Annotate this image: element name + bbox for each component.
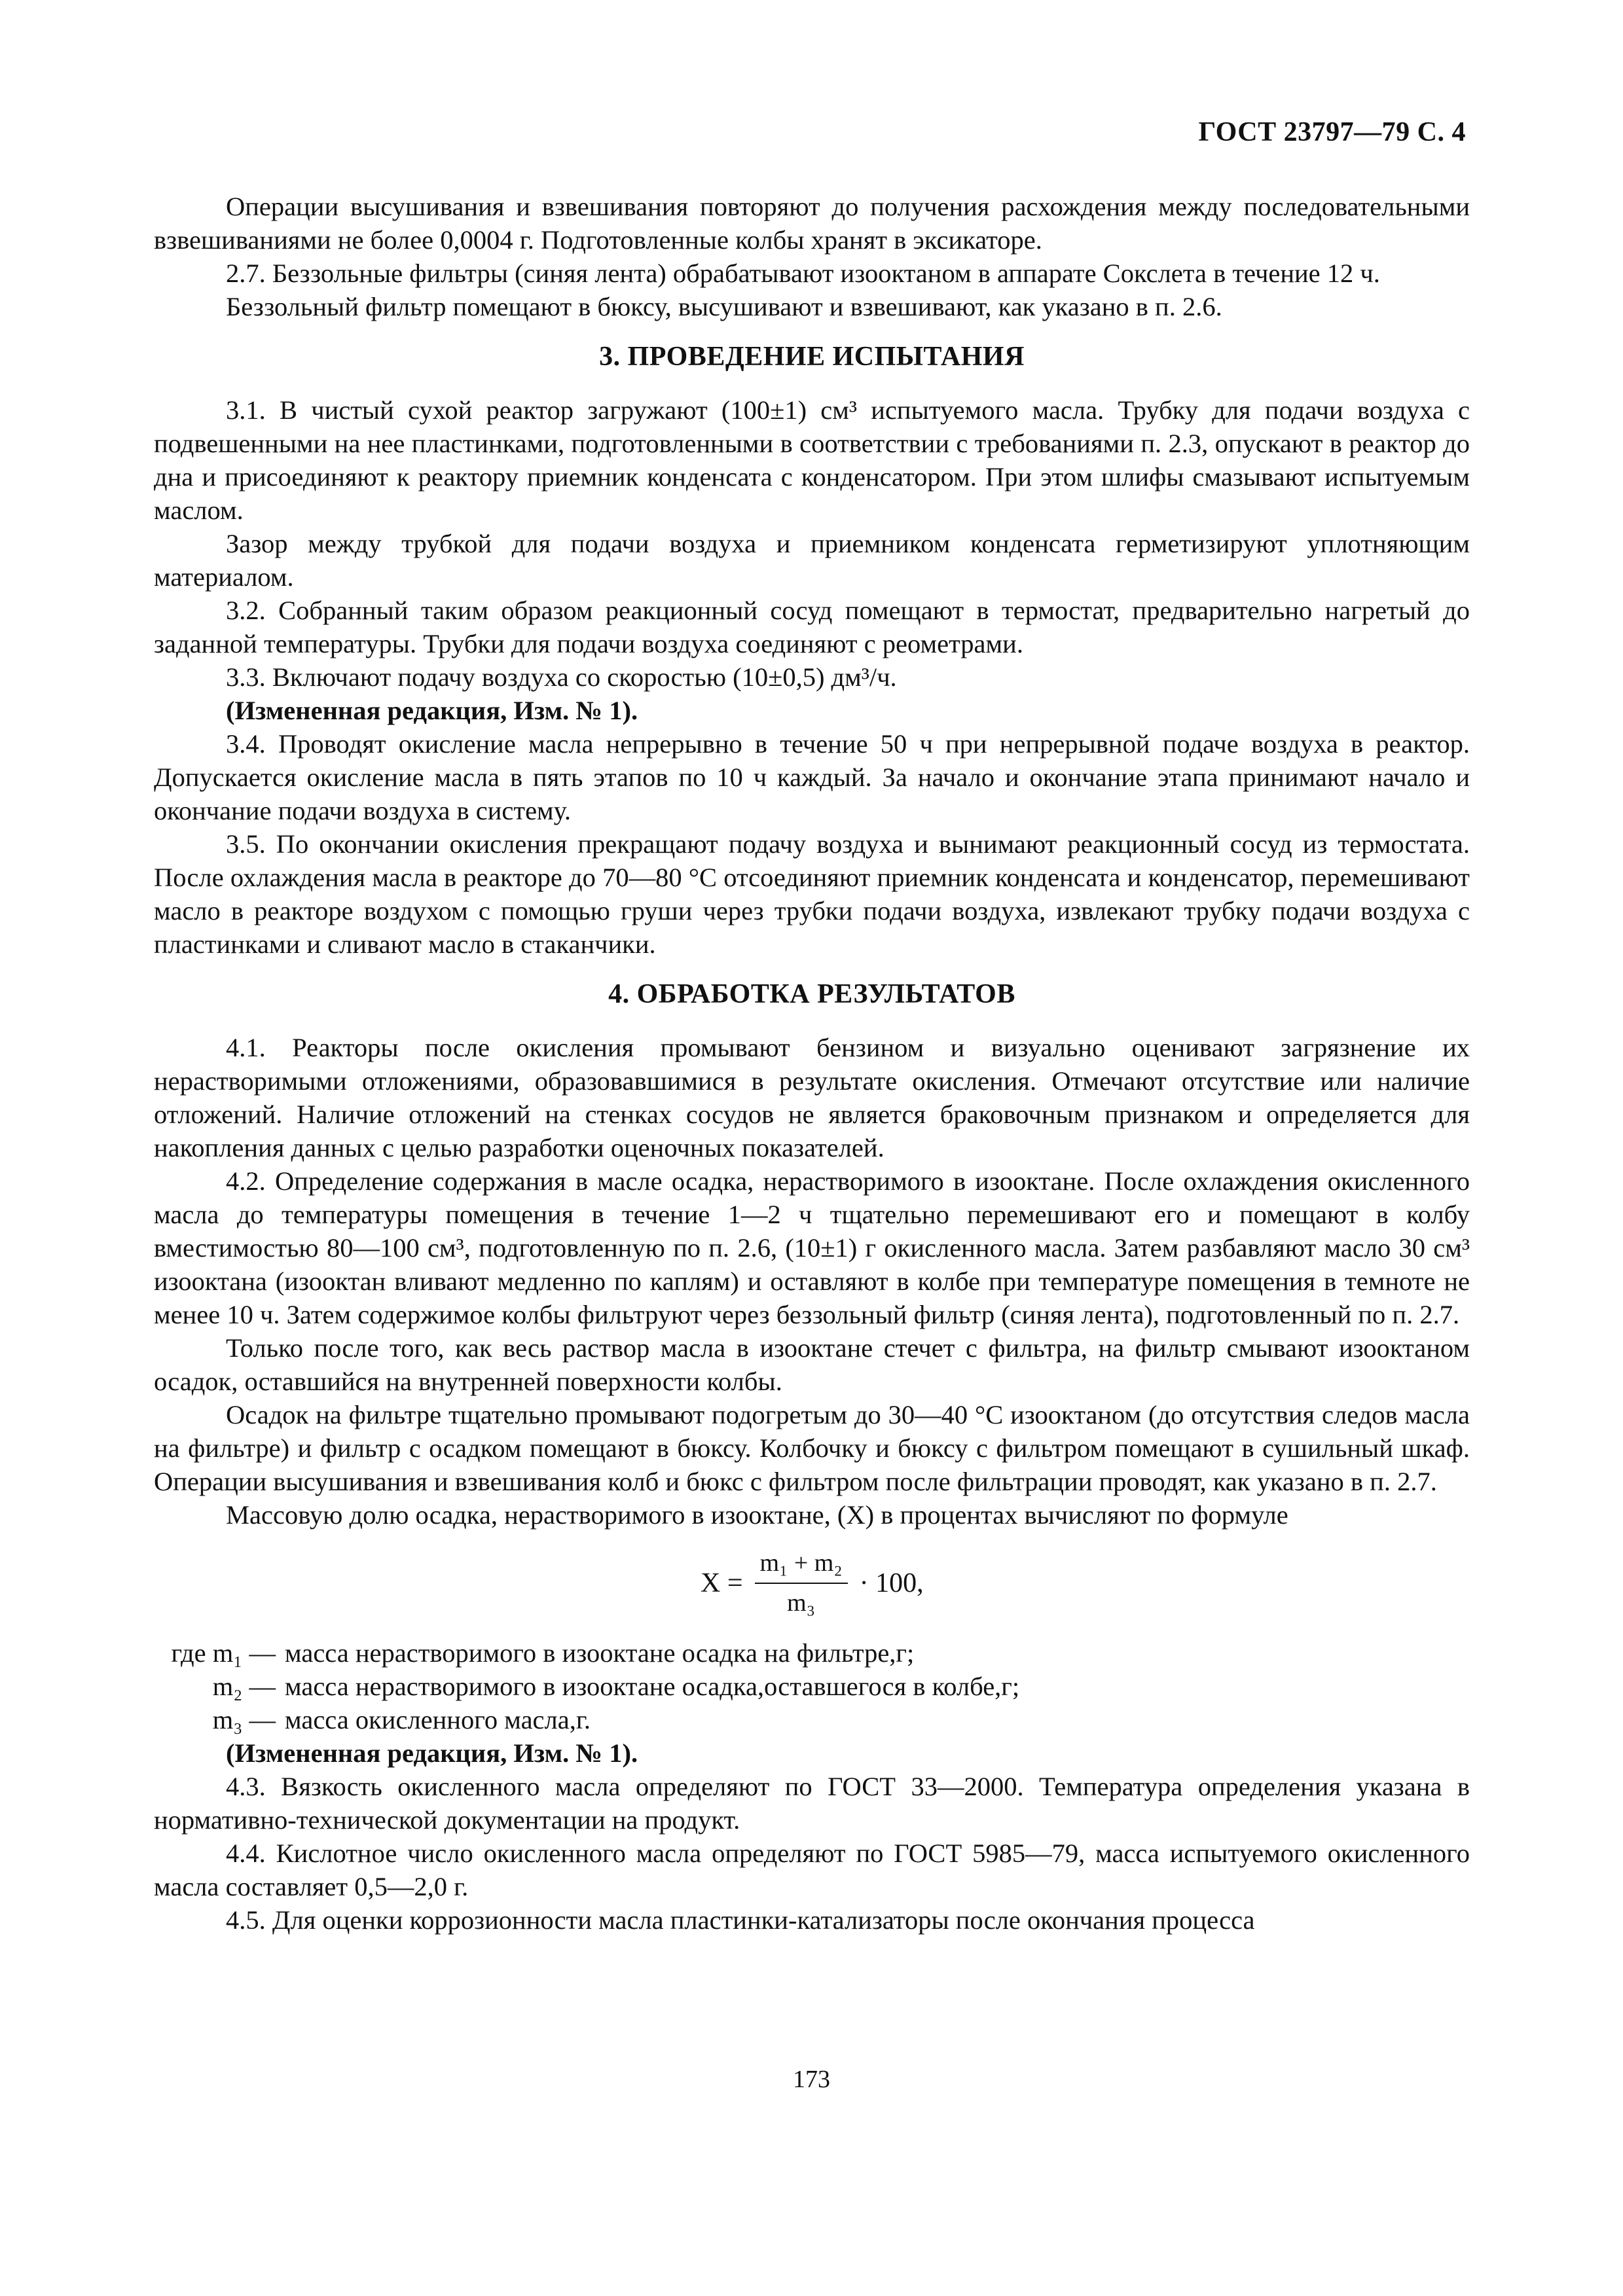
formula-numerator: m₁ + m₂	[755, 1547, 848, 1584]
section-heading: 4. ОБРАБОТКА РЕЗУЛЬТАТОВ	[608, 979, 1015, 1009]
paragraph: 4.3. Вязкость окисленного масла определяют по ГОСТ 33—2000. Температура определения указана в нормативно-технической документации на продукт.	[154, 1772, 1470, 1835]
paragraph: 4.5. Для оценки коррозионности масла пластинки-катализаторы после окончания процесса	[226, 1905, 1255, 1935]
paragraph: 3.5. По окончании окисления прекращают подачу воздуха и вынимают реакционный сосуд из термостата. После охлаждения масла в реакторе до 70—80 °С отсоединяют приемник конденсата и конденсатор, перемешивают масло в реакторе воздухом с помощью груши через трубки подачи воздуха, извлекают трубку подачи воздуха с пластинками и сливают масло в стаканчики.	[154, 829, 1470, 959]
section-heading: 3. ПРОВЕДЕНИЕ ИСПЫТАНИЯ	[599, 342, 1025, 372]
text-section-before-formula	[154, 190, 1470, 1532]
document-body	[154, 190, 1470, 1937]
paragraph: Массовую долю осадка, нерастворимого в изооктане, (X) в процентах вычисляют по формуле	[226, 1500, 1288, 1530]
paragraph: 4.1. Реакторы после окисления промывают бензином и визуально оценивают загрязнение их нерастворимыми отложениями, образовавшимися в результате окисления. Отмечают отсутствие или наличие отложений. Наличие отложений на стенках сосудов не является браковочным признаком и определяется для накопления данных с целью разработки оценочных показателей.	[154, 1033, 1470, 1162]
paragraph: Осадок на фильтре тщательно промывают подогретым до 30—40 °С изооктаном (до отсутствия следов масла на фильтре) и фильтр с осадком помещают в бюксу. Колбочку и бюксу с фильтром помещают в сушильный шкаф. Операции высушивания и взвешивания колб и бюкс с фильтром после фильтрации проводят, как указано в п. 2.7.	[154, 1400, 1470, 1496]
paragraph: 3.2. Собранный таким образом реакционный сосуд помещают в термостат, предварительно нагретый до заданной температуры. Трубки для подачи воздуха соединяют с реометрами.	[154, 596, 1470, 658]
paragraph: Зазор между трубкой для подачи воздуха и приемником конденсата герметизируют уплотняющим материалом.	[154, 529, 1470, 592]
amendment-note: (Измененная редакция, Изм. № 1).	[226, 1738, 638, 1768]
amendment-note: (Измененная редакция, Изм. № 1).	[226, 696, 638, 725]
legend-symbol: m₂ —	[212, 1672, 276, 1701]
formula-lhs: X =	[701, 1568, 743, 1598]
formula-rhs: · 100,	[859, 1568, 924, 1598]
formula	[154, 1545, 1470, 1622]
paragraph: 3.3. Включают подачу воздуха со скоростью (10±0,5) дм³/ч.	[226, 662, 897, 692]
paragraph: 2.7. Беззольные фильтры (синяя лента) обрабатывают изооктаном в аппарате Сокслета в течение 12 ч.	[226, 259, 1380, 288]
text-section-after-formula	[154, 1736, 1470, 1937]
legend-text: масса нерастворимого в изооктане осадка на фильтре,г;	[285, 1638, 915, 1668]
paragraph: 3.4. Проводят окисление масла непрерывно в течение 50 ч при непрерывной подаче воздуха в реактор. Допускается окисление масла в пять этапов по 10 ч каждый. За начало и окончание этапа принимают начало и окончание подачи воздуха в систему.	[154, 729, 1470, 825]
formula-denominator: m₃	[787, 1589, 815, 1617]
paragraph: Беззольный фильтр помещают в бюксу, высушивают и взвешивают, как указано в п. 2.6.	[226, 292, 1222, 321]
legend-text: масса окисленного масла,г.	[285, 1705, 591, 1734]
page-number: 173	[793, 2066, 830, 2093]
legend-row	[154, 1670, 1470, 1703]
page-header: ГОСТ 23797—79 С. 4	[1198, 117, 1466, 147]
legend-symbol: где m₁ —	[171, 1638, 276, 1668]
paragraph: 4.4. Кислотное число окисленного масла определяют по ГОСТ 5985—79, масса испытуемого окисленного масла составляет 0,5—2,0 г.	[154, 1839, 1470, 1901]
formula-legend	[154, 1636, 1470, 1736]
legend-symbol: m₃ —	[212, 1705, 276, 1734]
paragraph: 4.2. Определение содержания в масле осадка, нерастворимого в изооктане. После охлаждения окисленного масла до температуры помещения в течение 1—2 ч тщательно перемешивают его и помещают в колбу вместимостью 80—100 см³, подготовленную по п. 2.6, (10±1) г окисленного масла. Затем разбавляют масло 30 см³ изооктана (изооктан вливают медленно по каплям) и оставляют в колбе при температуре помещения в темноте не менее 10 ч. Затем содержимое колбы фильтруют через беззольный фильтр (синяя лента), подготовленный по п. 2.7.	[154, 1166, 1470, 1329]
legend-row	[154, 1703, 1470, 1736]
paragraph: 3.1. В чистый сухой реактор загружают (100±1) см³ испытуемого масла. Трубку для подачи воздуха с подвешенными на нее пластинками, подготовленными в соответствии с требованиями п. 2.3, опускают в реактор до дна и присоединяют к реактору приемник конденсата с конденсатором. При этом шлифы смазывают испытуемым маслом.	[154, 395, 1470, 525]
paragraph: Только после того, как весь раствор масла в изооктане стечет с фильтра, на фильтр смывают изооктаном осадок, оставшийся на внутренней поверхности колбы.	[154, 1333, 1470, 1396]
legend-row	[154, 1636, 1470, 1670]
paragraph: Операции высушивания и взвешивания повторяют до получения расхождения между последовательными взвешиваниями не более 0,0004 г. Подготовленные колбы хранят в эксикаторе.	[154, 192, 1470, 255]
formula-fraction	[755, 1547, 848, 1620]
legend-text: масса нерастворимого в изооктане осадка,оставшегося в колбе,г;	[285, 1672, 1020, 1701]
